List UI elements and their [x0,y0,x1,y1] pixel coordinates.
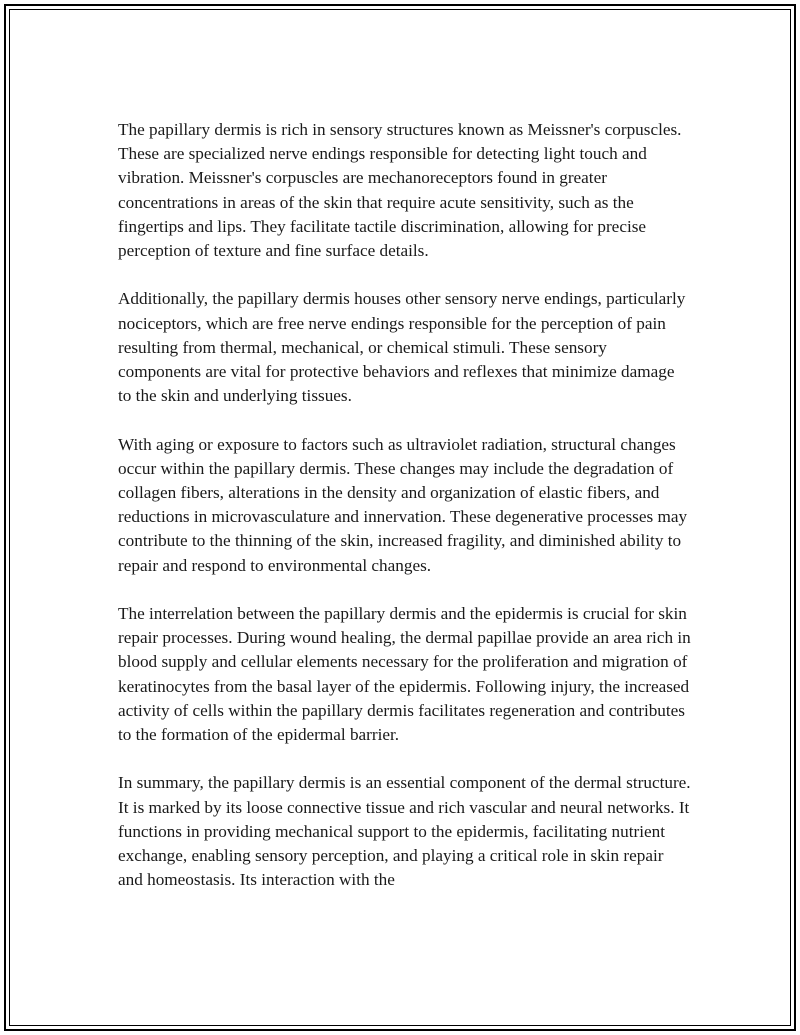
paragraph-meissner-corpuscles: The papillary dermis is rich in sensory structures known as Meissner's corpuscles. These are specialized nerve endings responsible for detecting light touch and vibration. Meissner's corpuscles are mechanoreceptors found in greater concentrations in areas of the skin that require acute sensitivity, such as the fingertips and lips. They facilitate tactile discrimination, allowing for precise perception of texture and fine surface details. [118,120,682,261]
paragraph-skin-repair: The interrelation between the papillary dermis and the epidermis is crucial for skin repair processes. During wound healing, the dermal papillae provide an area rich in blood supply and cellular elements necessary for the proliferation and migration of keratinocytes from the basal layer of the epidermis. Following injury, the increased activity of cells within the papillary dermis facilitates regeneration and contributes to the formation of the epidermal barrier. [118,604,691,745]
paragraph-aging-changes: With aging or exposure to factors such as ultraviolet radiation, structural changes occur within the papillary dermis. These changes may include the degradation of collagen fibers, alterations in the density and organization of elastic fibers, and reductions in microvasculature and innervation. These degenerative processes may contribute to the thinning of the skin, increased fragility, and diminished ability to repair and respond to environmental changes. [118,434,688,575]
document-body [118,118,692,892]
paragraph-nociceptors: Additionally, the papillary dermis houses other sensory nerve endings, particularly nociceptors, which are free nerve endings responsible for the perception of pain resulting from thermal, mechanical, or chemical stimuli. These sensory components are vital for protective behaviors and reflexes that minimize damage to the skin and underlying tissues. [118,289,686,406]
paragraph-summary: In summary, the papillary dermis is an essential component of the dermal structure. It is marked by its loose connective tissue and rich vascular and neural networks. It functions in providing mechanical support to the epidermis, facilitating nutrient exchange, enabling sensory perception, and playing a critical role in skin repair and homeostasis. Its interaction with the [118,773,691,890]
